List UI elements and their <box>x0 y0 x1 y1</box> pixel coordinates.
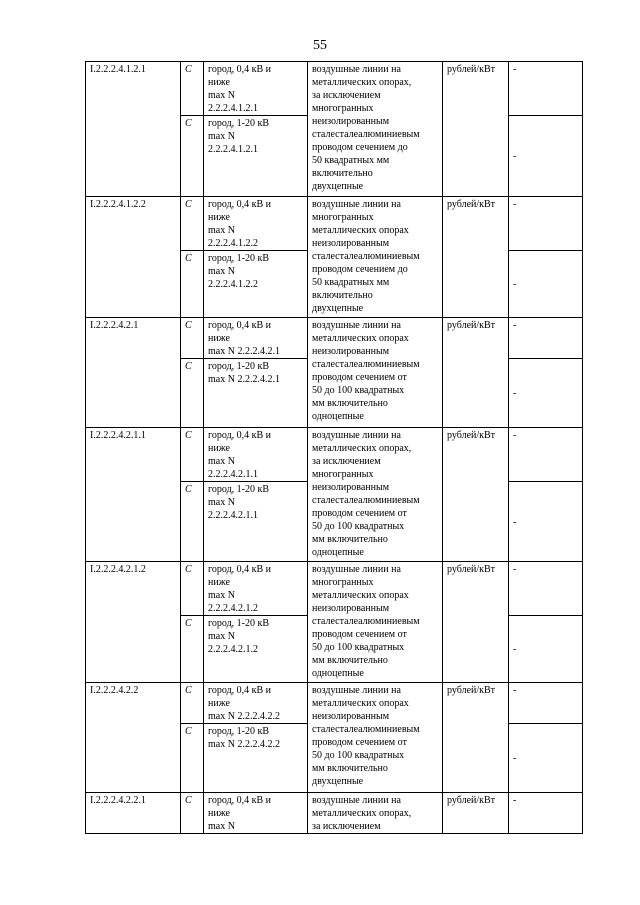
condition-cell: город, 1-20 кВ max N 2.2.2.4.2.1.2 <box>204 616 308 683</box>
category-letter: C <box>181 562 204 616</box>
value-cell: - <box>509 562 583 616</box>
item-code: I.2.2.2.4.2.1 <box>86 318 181 428</box>
table-row <box>86 197 583 251</box>
condition-cell: город, 1-20 кВ max N 2.2.2.4.1.2.1 <box>204 116 308 197</box>
unit-cell: рублей/кВт <box>443 562 509 683</box>
category-letter: C <box>181 62 204 116</box>
category-letter: C <box>181 724 204 793</box>
condition-cell: город, 0,4 кВ и ниже max N 2.2.2.4.1.2.1 <box>204 62 308 116</box>
condition-cell: город, 0,4 кВ и ниже max N 2.2.2.4.2.2 <box>204 683 308 724</box>
condition-cell: город, 1-20 кВ max N 2.2.2.4.1.2.2 <box>204 251 308 318</box>
condition-cell: город, 1-20 кВ max N 2.2.2.4.2.1.1 <box>204 482 308 562</box>
table-row <box>86 62 583 116</box>
value-cell: - <box>509 116 583 197</box>
unit-cell: рублей/кВт <box>443 197 509 318</box>
line-description: воздушные линии на многогранных металлических опорах неизолированным сталесталеалюминиевым проводом сечением до 50 квадратных мм включительно двухцепные <box>308 197 443 318</box>
item-code: I.2.2.2.4.2.2 <box>86 683 181 793</box>
condition-cell: город, 1-20 кВ max N 2.2.2.4.2.1 <box>204 359 308 428</box>
category-letter: C <box>181 116 204 197</box>
item-code: I.2.2.2.4.1.2.2 <box>86 197 181 318</box>
table-row <box>86 428 583 482</box>
value-cell: - <box>509 793 583 834</box>
condition-cell: город, 0,4 кВ и ниже max N 2.2.2.4.2.1.1 <box>204 428 308 482</box>
unit-cell: рублей/кВт <box>443 683 509 793</box>
item-code: I.2.2.2.4.2.1.2 <box>86 562 181 683</box>
item-code: I.2.2.2.4.2.2.1 <box>86 793 181 834</box>
table-row <box>86 562 583 616</box>
line-description: воздушные линии на металлических опорах неизолированным сталесталеалюминиевым проводом сечением от 50 до 100 квадратных мм включительно одноцепные <box>308 318 443 428</box>
unit-cell: рублей/кВт <box>443 428 509 562</box>
line-description: воздушные линии на многогранных металлических опорах неизолированным сталесталеалюминиевым проводом сечением от 50 до 100 квадратных мм включительно одноцепные <box>308 562 443 683</box>
value-cell: - <box>509 683 583 724</box>
category-letter: C <box>181 359 204 428</box>
value-cell: - <box>509 616 583 683</box>
table-row <box>86 318 583 359</box>
line-description: воздушные линии на металлических опорах, за исключением <box>308 793 443 834</box>
value-cell: - <box>509 318 583 359</box>
category-letter: C <box>181 251 204 318</box>
tariff-table <box>85 61 583 834</box>
line-description: воздушные линии на металлических опорах, за исключением многогранных неизолированным сталесталеалюминиевым проводом сечением от 50 до 100 квадратных мм включительно одноцепные <box>308 428 443 562</box>
condition-cell: город, 0,4 кВ и ниже max N 2.2.2.4.2.1 <box>204 318 308 359</box>
value-cell: - <box>509 482 583 562</box>
value-cell: - <box>509 197 583 251</box>
item-code: I.2.2.2.4.1.2.1 <box>86 62 181 197</box>
condition-cell: город, 1-20 кВ max N 2.2.2.4.2.2 <box>204 724 308 793</box>
category-letter: C <box>181 318 204 359</box>
tariff-table-body <box>86 62 583 834</box>
unit-cell: рублей/кВт <box>443 793 509 834</box>
category-letter: C <box>181 793 204 834</box>
value-cell: - <box>509 428 583 482</box>
category-letter: C <box>181 616 204 683</box>
category-letter: C <box>181 428 204 482</box>
category-letter: C <box>181 482 204 562</box>
table-row <box>86 793 583 834</box>
value-cell: - <box>509 62 583 116</box>
category-letter: C <box>181 683 204 724</box>
line-description: воздушные линии на металлических опорах, за исключением многогранных неизолированным сталесталеалюминиевым проводом сечением до 50 квадратных мм включительно двухцепные <box>308 62 443 197</box>
condition-cell: город, 0,4 кВ и ниже max N <box>204 793 308 834</box>
item-code: I.2.2.2.4.2.1.1 <box>86 428 181 562</box>
unit-cell: рублей/кВт <box>443 318 509 428</box>
value-cell: - <box>509 251 583 318</box>
condition-cell: город, 0,4 кВ и ниже max N 2.2.2.4.2.1.2 <box>204 562 308 616</box>
category-letter: C <box>181 197 204 251</box>
unit-cell: рублей/кВт <box>443 62 509 197</box>
line-description: воздушные линии на металлических опорах неизолированным сталесталеалюминиевым проводом сечением от 50 до 100 квадратных мм включительно двухцепные <box>308 683 443 793</box>
value-cell: - <box>509 359 583 428</box>
value-cell: - <box>509 724 583 793</box>
page-number: 55 <box>313 38 327 53</box>
table-row <box>86 683 583 724</box>
condition-cell: город, 0,4 кВ и ниже max N 2.2.2.4.1.2.2 <box>204 197 308 251</box>
